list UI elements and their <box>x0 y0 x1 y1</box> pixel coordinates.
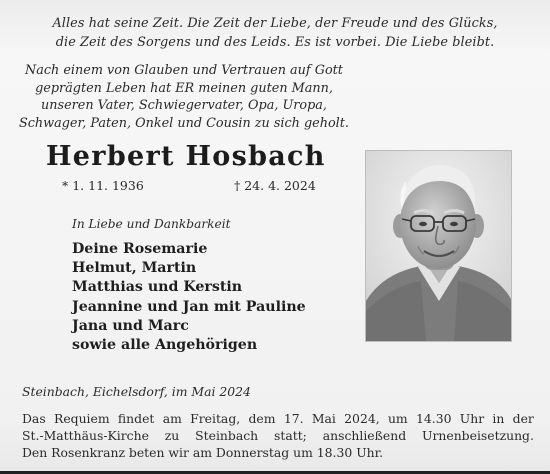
obituary-text <box>8 62 360 132</box>
mourner-entry: sowie alle Angehörigen <box>72 337 258 354</box>
obituary-line: Nach einem von Glauben und Vertrauen auf Gott <box>25 63 343 78</box>
service-word: um <box>387 411 408 426</box>
service-word: 2024, <box>344 411 380 426</box>
service-word: Requiem <box>53 411 110 426</box>
mourner-entry: Helmut, Martin <box>72 260 197 277</box>
service-word: St.-Matthäus-Kirche <box>22 428 149 443</box>
service-word: Urnenbeisetzung. <box>422 428 534 443</box>
service-word: statt; <box>274 428 307 443</box>
opening-quote <box>40 14 510 52</box>
mourner-entry: Jeannine und Jan mit Pauline <box>72 298 306 315</box>
portrait-illustration <box>366 151 511 341</box>
service-line <box>22 410 534 427</box>
service-word: anschließend <box>322 428 407 443</box>
service-word: zu <box>164 428 180 443</box>
rosary-line: Den Rosenkranz beten wir am Donnerstag um 18.30 Uhr. <box>22 445 384 460</box>
life-dates <box>62 178 316 193</box>
mourner-entry: Matthias und Kerstin <box>72 279 243 296</box>
service-word: Uhr <box>459 411 485 426</box>
mourners-intro: In Liebe und Dankbarkeit <box>72 217 231 231</box>
death-date: † 24. 4. 2024 <box>234 178 316 193</box>
service-word: findet <box>117 411 155 426</box>
birth-date: * 1. 11. 1936 <box>62 178 144 193</box>
quote-line: Alles hat seine Zeit. Die Zeit der Liebe, der Freude und des Glücks, <box>52 16 498 31</box>
service-word: Steinbach <box>195 428 259 443</box>
quote-line: die Zeit des Sorgens und des Leids. Es ist vorbei. Die Liebe bleibt. <box>55 35 495 50</box>
portrait-photo <box>365 150 512 342</box>
service-word: 17. <box>283 411 304 426</box>
service-word: Freitag, <box>190 411 241 426</box>
service-word: 14.30 <box>415 411 452 426</box>
place-and-date: Steinbach, Eichelsdorf, im Mai 2024 <box>22 384 251 399</box>
service-line <box>22 427 534 444</box>
service-word: der <box>512 411 534 426</box>
mourners-list <box>72 240 306 355</box>
service-word: Das <box>22 411 46 426</box>
deceased-name: Herbert Hosbach <box>46 141 326 172</box>
service-word: am <box>162 411 182 426</box>
obituary-line: unseren Vater, Schwiegervater, Opa, Uropa, <box>41 98 327 114</box>
mourner-entry: Deine Rosemarie <box>72 241 208 257</box>
mourner-entry: Jana und Marc <box>72 317 189 334</box>
service-word: in <box>492 411 505 426</box>
service-word: dem <box>248 411 276 426</box>
obituary-line: geprägten Leben hat ER meinen guten Mann, <box>35 80 333 96</box>
service-word: Mai <box>311 411 336 426</box>
obituary-line: Schwager, Paten, Onkel und Cousin zu sich geholt. <box>18 115 349 131</box>
service-information <box>22 410 534 461</box>
